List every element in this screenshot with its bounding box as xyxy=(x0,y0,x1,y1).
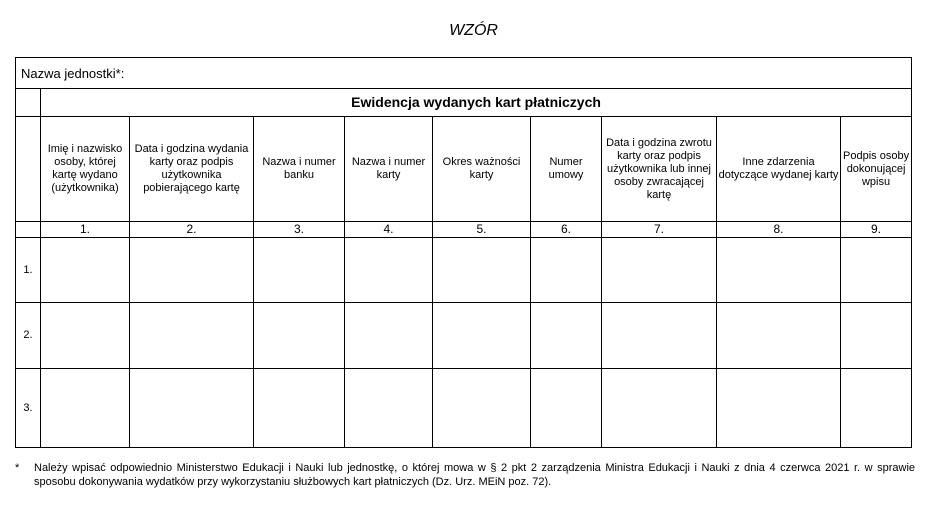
unit-name-label: Nazwa jednostki*: xyxy=(16,58,912,89)
column-number: 4. xyxy=(345,222,433,238)
table-cell[interactable] xyxy=(41,303,130,369)
row-number: 2. xyxy=(16,303,41,369)
row-number: 3. xyxy=(16,369,41,448)
heading-blank-cell xyxy=(16,89,41,117)
footnote xyxy=(15,461,915,489)
table-cell[interactable] xyxy=(717,303,841,369)
column-header: Imię i nazwisko osoby, której kartę wydano (użytkownika) xyxy=(41,117,130,222)
table-cell[interactable] xyxy=(254,369,345,448)
table-cell[interactable] xyxy=(254,238,345,303)
column-header: Nazwa i numer karty xyxy=(345,117,433,222)
table-cell[interactable] xyxy=(130,369,254,448)
unit-name-row xyxy=(16,58,912,89)
column-number: 1. xyxy=(41,222,130,238)
table-cell[interactable] xyxy=(41,369,130,448)
table-cell[interactable] xyxy=(841,238,912,303)
table-row xyxy=(16,238,912,303)
column-number: 5. xyxy=(433,222,531,238)
column-header: Data i godzina wydania karty oraz podpis użytkownika pobierającego kartę xyxy=(130,117,254,222)
table-cell[interactable] xyxy=(254,303,345,369)
column-number: 2. xyxy=(130,222,254,238)
footnote-text: Należy wpisać odpowiednio Ministerstwo Edukacji i Nauki lub jednostkę, o której mowa w § 2 pkt 2 zarządzenia Ministra Edukacji i Nauki z dnia 4 czerwca 2021 r. w sprawie sposobu dokonywania wydatków przy wykorzystaniu służbowych kart płatniczych (Dz. Urz. MEiN poz. 72). xyxy=(34,462,915,488)
table-cell[interactable] xyxy=(841,369,912,448)
column-number: 6. xyxy=(531,222,602,238)
column-header-row xyxy=(16,117,912,222)
table-cell[interactable] xyxy=(345,238,433,303)
table-cell[interactable] xyxy=(433,369,531,448)
column-number: 9. xyxy=(841,222,912,238)
header-blank-cell xyxy=(16,117,41,222)
table-cell[interactable] xyxy=(602,303,717,369)
heading-row xyxy=(16,89,912,117)
table-cell[interactable] xyxy=(531,303,602,369)
column-number: 8. xyxy=(717,222,841,238)
column-number-row xyxy=(16,222,912,238)
table-cell[interactable] xyxy=(602,369,717,448)
table-cell[interactable] xyxy=(345,303,433,369)
table-cell[interactable] xyxy=(841,303,912,369)
table-cell[interactable] xyxy=(130,303,254,369)
table-cell[interactable] xyxy=(602,238,717,303)
table-cell[interactable] xyxy=(531,369,602,448)
column-header: Inne zdarzenia dotyczące wydanej karty xyxy=(717,117,841,222)
column-header: Nazwa i numer banku xyxy=(254,117,345,222)
column-header: Numer umowy xyxy=(531,117,602,222)
table-cell[interactable] xyxy=(433,238,531,303)
table-row xyxy=(16,303,912,369)
table-row xyxy=(16,369,912,448)
column-header: Data i godzina zwrotu karty oraz podpis użytkownika lub innej osoby zwracającej kartę xyxy=(602,117,717,222)
table-cell[interactable] xyxy=(130,238,254,303)
table-cell[interactable] xyxy=(717,238,841,303)
table-cell[interactable] xyxy=(41,238,130,303)
number-blank-cell xyxy=(16,222,41,238)
column-header: Okres ważności karty xyxy=(433,117,531,222)
column-number: 3. xyxy=(254,222,345,238)
column-number: 7. xyxy=(602,222,717,238)
page-title: WZÓR xyxy=(449,22,498,39)
table-cell[interactable] xyxy=(531,238,602,303)
table-heading: Ewidencja wydanych kart płatniczych xyxy=(41,89,912,117)
table-cell[interactable] xyxy=(717,369,841,448)
card-register-table xyxy=(15,57,912,448)
table-cell[interactable] xyxy=(345,369,433,448)
table-cell[interactable] xyxy=(433,303,531,369)
card-register-form xyxy=(15,57,912,448)
column-header: Podpis osoby dokonującej wpisu xyxy=(841,117,912,222)
row-number: 1. xyxy=(16,238,41,303)
footnote-mark: * xyxy=(15,462,20,474)
